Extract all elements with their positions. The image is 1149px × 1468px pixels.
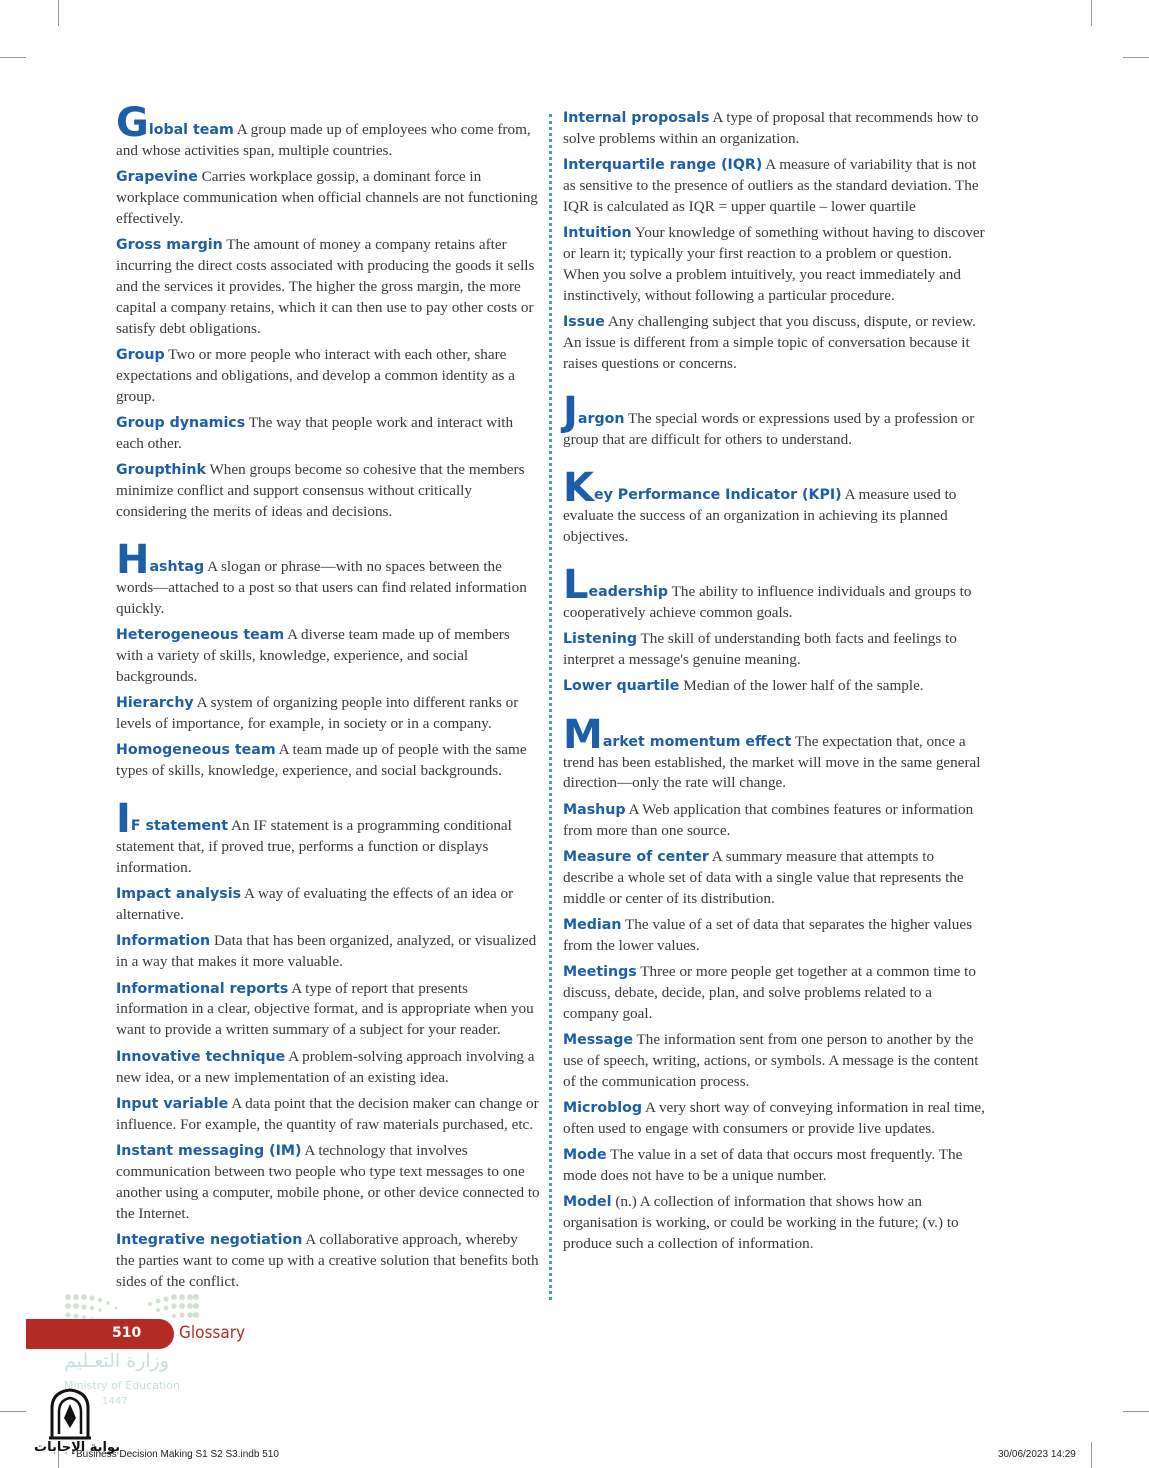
glossary-term: Heterogeneous team <box>116 627 285 644</box>
section-initial-letter: I <box>116 796 131 843</box>
glossary-term: Mashup <box>563 801 626 818</box>
glossary-definition: The amount of money a company retains after incurring the direct costs associated with producing the goods it sells and the services it provides. The higher the gross margin, the more capital a company retains, which it can then use to pay other costs or satisfy debt obligations. <box>116 236 535 337</box>
glossary-entry <box>563 155 987 218</box>
glossary-entry <box>563 562 987 624</box>
glossary-term: lobal team <box>148 122 234 138</box>
glossary-definition: The special words or expressions used by a profession or group that are difficult for others to understand. <box>563 410 975 448</box>
glossary-entry <box>563 800 987 842</box>
glossary-definition: A collaborative approach, whereby the parties want to come up with a creative solution that benefits both sides of the conflict. <box>116 1230 539 1290</box>
glossary-definition: Data that has been organized, analyzed, or visualized in a way that makes it more valuable. <box>116 932 537 971</box>
crop-mark <box>1123 1411 1149 1412</box>
section-gap <box>563 456 987 473</box>
section-gap <box>116 787 540 804</box>
glossary-definition: The skill of understanding both facts and feelings to interpret a message's genuine meaning. <box>563 630 957 669</box>
glossary-term: Hierarchy <box>116 695 194 712</box>
ministry-arabic-watermark: وزارة التعـليم <box>64 1350 170 1372</box>
glossary-definition: When groups become so cohesive that the members minimize conflict and support consensus without critically considering the merits of ideas and decisions. <box>116 461 525 520</box>
glossary-entry <box>116 1047 540 1089</box>
glossary-definition: A very short way of conveying information in real time, often used to engage with consumers or provide live updates. <box>563 1098 985 1137</box>
glossary-entry <box>116 100 540 162</box>
print-timestamp: 30/06/2023 14:29 <box>998 1449 1076 1460</box>
glossary-term: arket momentum effect <box>602 733 792 750</box>
section-initial-letter: L <box>563 562 589 609</box>
glossary-term: ashtag <box>149 559 205 576</box>
glossary-entry <box>563 312 987 375</box>
glossary-term: Interquartile range (IQR) <box>563 157 763 174</box>
glossary-left-column <box>116 100 540 1298</box>
glossary-term: eadership <box>588 584 669 601</box>
glossary-definition: The way that people work and interact with each other. <box>116 413 514 452</box>
glossary-entry <box>116 1141 540 1225</box>
glossary-definition: A type of proposal that recommends how to solve problems within an organization. <box>563 109 979 147</box>
crop-mark <box>58 0 59 26</box>
glossary-entry <box>116 979 540 1042</box>
section-initial-letter: H <box>116 537 150 584</box>
glossary-definition: A problem-solving approach involving a new idea, or a new implementation of an existing idea. <box>116 1047 535 1086</box>
page-number: 510 <box>112 1325 142 1341</box>
ministry-english-watermark: Ministry of Education <box>64 1379 181 1392</box>
glossary-term: argon <box>577 411 625 428</box>
glossary-definition: (n.) A collection of information that shows how an organisation is working, or could be working in the future; (v.) to produce such a collection of information. <box>563 1193 959 1252</box>
glossary-definition: A team made up of people with the same types of skills, knowledge, experience, and social backgrounds. <box>116 741 527 780</box>
glossary-definition: The information sent from one person to another by the use of speech, writing, actions, or symbols. A message is the content of the communication process. <box>563 1030 979 1090</box>
glossary-entry <box>563 1145 987 1187</box>
section-gap <box>116 528 540 545</box>
glossary-term: Model <box>563 1194 612 1211</box>
glossary-term: Measure of center <box>563 848 709 865</box>
glossary-definition: Median of the lower half of the sample. <box>679 677 924 695</box>
section-initial-letter: K <box>563 465 594 512</box>
glossary-definition: A technology that involves communication between two people who type text messages to one another using a computer, mobile phone, or other device connected to the Internet. <box>116 1141 540 1222</box>
glossary-definition: A diverse team made up of members with a variety of skills, knowledge, experience, and social backgrounds. <box>116 626 510 685</box>
glossary-term: Innovative technique <box>116 1048 286 1065</box>
glossary-term: Issue <box>563 314 605 331</box>
glossary-definition: A group made up of employees who come from, and whose activities span, multiple countries. <box>116 121 531 159</box>
glossary-definition: Three or more people get together at a common time to discuss, debate, decide, plan, and solve problems related to a company goal. <box>563 962 976 1022</box>
glossary-definition: An IF statement is a programming conditional statement that, if proved true, performs a function or displays information. <box>116 817 512 877</box>
section-initial-letter: M <box>563 711 603 758</box>
glossary-entry <box>563 1030 987 1093</box>
section-initial-letter: J <box>563 389 578 436</box>
section-gap <box>563 380 987 397</box>
glossary-definition: A summary measure that attempts to describe a whole set of data with a single value that represents the middle or center of its distribution. <box>563 847 964 907</box>
portal-name: بوابة الإجابات <box>34 1440 120 1455</box>
glossary-entry <box>116 460 540 523</box>
glossary-term: Instant messaging (IM) <box>116 1142 302 1159</box>
glossary-term: Listening <box>563 631 637 648</box>
glossary-definition: A measure used to evaluate the success of an organization in achieving its planned objectives. <box>563 486 957 545</box>
glossary-entry <box>116 796 540 879</box>
glossary-definition: A type of report that presents information in a clear, objective format, and is appropriate when you want to provide a written summary of a subject for your reader. <box>116 979 534 1039</box>
glossary-term: Message <box>563 1031 633 1048</box>
crop-mark <box>0 57 26 58</box>
glossary-term: Groupthink <box>116 462 206 479</box>
glossary-term: Intuition <box>563 225 632 242</box>
glossary-entry <box>116 625 540 688</box>
glossary-entry <box>116 1230 540 1293</box>
glossary-term: Lower quartile <box>563 678 680 695</box>
glossary-entry <box>563 915 987 957</box>
glossary-entry <box>563 389 987 451</box>
glossary-term: Group <box>116 346 165 363</box>
glossary-term: Impact analysis <box>116 886 242 903</box>
glossary-definition: Any challenging subject that you discuss, dispute, or review. An issue is different from a simple topic of conversation because it raises questions or concerns. <box>563 313 976 372</box>
glossary-definition: Carries workplace gossip, a dominant force in workplace communication when official channels are not functioning effectively. <box>116 168 538 227</box>
glossary-term: Mode <box>563 1147 607 1163</box>
glossary-entry <box>116 1094 540 1136</box>
portal-logo-icon <box>46 1388 94 1440</box>
glossary-entry <box>116 235 540 340</box>
glossary-entry <box>116 413 540 455</box>
crop-mark <box>0 1411 26 1412</box>
glossary-definition: A way of evaluating the effects of an idea or alternative. <box>116 885 514 924</box>
glossary-entry <box>116 884 540 926</box>
glossary-entry <box>563 711 987 795</box>
glossary-term: Information <box>116 933 211 950</box>
glossary-entry <box>116 693 540 735</box>
glossary-entry <box>116 345 540 408</box>
glossary-term: Homogeneous team <box>116 742 276 759</box>
glossary-term: Group dynamics <box>116 414 246 431</box>
section-initial-letter: G <box>116 100 149 146</box>
glossary-entry <box>563 108 987 150</box>
section-gap <box>563 703 987 720</box>
glossary-entry <box>563 962 987 1025</box>
glossary-term: Internal proposals <box>563 110 710 126</box>
glossary-definition: A measure of variability that is not as sensitive to the presence of outliers as the standard deviation. The IQR is calculated as IQR = upper quartile – lower quartile <box>563 156 979 215</box>
glossary-definition: A system of organizing people into different ranks or levels of importance, for example, in society or in a company. <box>116 694 519 733</box>
section-gap <box>563 553 987 570</box>
glossary-term: Integrative negotiation <box>116 1231 303 1248</box>
glossary-term: Grapevine <box>116 169 198 186</box>
glossary-entry <box>116 740 540 782</box>
glossary-definition: The value of a set of data that separates the higher values from the lower values. <box>563 915 973 954</box>
glossary-term: Microblog <box>563 1099 643 1116</box>
glossary-term: ey Performance Indicator (KPI) <box>594 487 842 504</box>
glossary-definition: The value in a set of data that occurs most frequently. The mode does not have to be a unique number. <box>563 1146 963 1184</box>
glossary-entry <box>563 465 987 548</box>
glossary-definition: The expectation that, once a trend has been established, the market will move in the same general direction—only the rate will change. <box>563 732 981 792</box>
glossary-entry <box>116 931 540 973</box>
section-label: Glossary <box>179 1323 246 1343</box>
crop-mark <box>1123 57 1149 58</box>
glossary-term: F statement <box>130 818 229 835</box>
glossary-term: Meetings <box>563 963 637 980</box>
glossary-definition: A data point that the decision maker can change or influence. For example, the quantity of raw materials purchased, etc. <box>116 1094 539 1133</box>
glossary-entry <box>116 167 540 230</box>
glossary-definition: A slogan or phrase—with no spaces between the words—attached to a post so that users can find related information quickly. <box>116 558 527 617</box>
glossary-right-column <box>563 108 987 1260</box>
glossary-definition: Your knowledge of something without having to discover or learn it; typically your first reaction to a problem or question. When you solve a problem intuitively, you react immediately and instinctively, without following a particular procedure. <box>563 224 985 304</box>
column-divider <box>549 114 552 1300</box>
page-number-tab <box>26 1319 174 1349</box>
glossary-entry <box>563 223 987 307</box>
glossary-definition: A Web application that combines features or information from more than one source. <box>563 800 974 839</box>
glossary-entry <box>563 629 987 671</box>
glossary-term: Median <box>563 916 622 933</box>
glossary-entry <box>563 1098 987 1140</box>
glossary-term: Gross margin <box>116 237 223 254</box>
glossary-definition: Two or more people who interact with each other, share expectations and obligations, and develop a common identity as a group. <box>116 345 515 405</box>
glossary-entry <box>563 676 987 697</box>
ministry-year-watermark: 1447 <box>102 1396 128 1407</box>
glossary-entry <box>116 537 540 620</box>
glossary-term: Informational reports <box>116 980 289 997</box>
file-slug: Business Decision Making S1 S2 S3.indb 510 <box>76 1449 279 1460</box>
glossary-term: Input variable <box>116 1095 229 1112</box>
crop-mark <box>1091 1442 1092 1468</box>
crop-mark <box>1091 0 1092 26</box>
glossary-entry <box>563 1192 987 1255</box>
glossary-entry <box>563 847 987 910</box>
glossary-definition: The ability to influence individuals and groups to cooperatively achieve common goals. <box>563 583 972 622</box>
